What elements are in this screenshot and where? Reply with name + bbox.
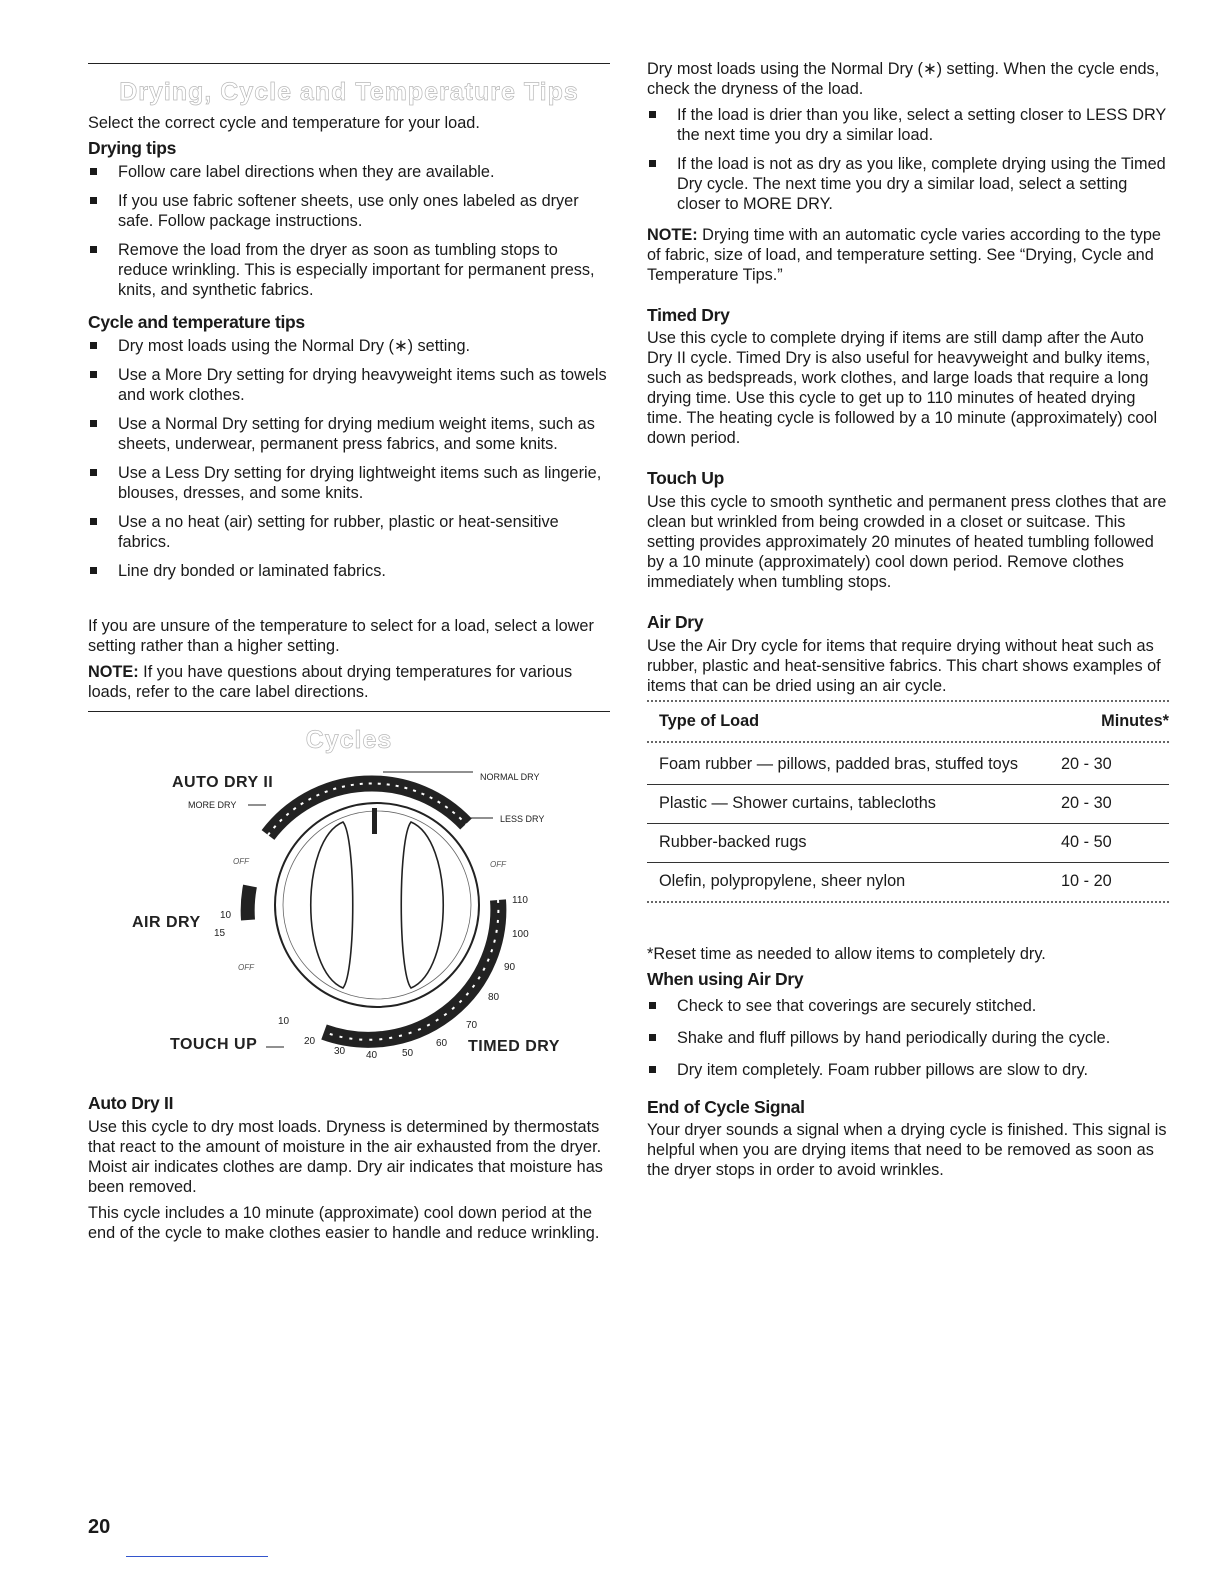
air-dry-table-wrap	[647, 700, 1169, 906]
list-item: Shake and fluff pillows by hand periodically during the cycle.	[647, 1028, 1169, 1048]
label-air-10: 10	[220, 910, 232, 921]
air-dry-footnote: *Reset time as needed to allow items to completely dry.	[647, 945, 1046, 963]
page-number: 20	[88, 1516, 111, 1538]
right-list	[647, 105, 1169, 223]
auto-dry-p1: Use this cycle to dry most loads. Dryness is determined by thermostats that react to the amount of moisture in the air exhausted from the dryer. Moist air indicates clothes are damp. Dry air indicates that moisture has been removed.	[88, 1118, 603, 1196]
table-cell-minutes: 20 - 30	[1061, 746, 1169, 785]
list-item: Use a Less Dry setting for drying lightweight items such as lingerie, blouses, dresses, and some knits.	[88, 463, 610, 503]
unsure-paragraph: If you are unsure of the temperature to select for a load, select a lower setting rather than a higher setting.	[88, 617, 594, 655]
right-intro: Dry most loads using the Normal Dry (∗) setting. When the cycle ends, check the dryness of the load.	[647, 60, 1160, 98]
table-cell-load: Olefin, polypropylene, sheer nylon	[659, 872, 906, 890]
table-cell-load: Foam rubber — pillows, padded bras, stuffed toys	[647, 746, 1061, 785]
label-more-dry: MORE DRY	[188, 800, 237, 810]
list-item: Use a More Dry setting for drying heavyweight items such as towels and work clothes.	[88, 365, 610, 405]
timed-dry-text: Use this cycle to complete drying if items are still damp after the Auto Dry II cycle. Timed Dry is also useful for heavyweight and bulky items, such as bedspreads, work clothes, and large loads that require a long drying time. Use this cycle to get up to 110 minutes of heated drying time. The heating cycle is followed by a 10 minute (approximately) cool down period.	[647, 329, 1158, 447]
air-dry-text: Use the Air Dry cycle for items that require drying without heat such as rubber, plastic and heat-sensitive fabrics. This chart shows examples of items that can be dried using an air cycle.	[647, 637, 1161, 695]
label-normal-dry: NORMAL DRY	[480, 772, 540, 782]
list-item: Dry item completely. Foam rubber pillows are slow to dry.	[647, 1060, 1169, 1080]
table-cell-minutes: 20 - 30	[1061, 785, 1169, 824]
label-30: 30	[334, 1046, 346, 1057]
section-title-cycles: Cycles	[305, 726, 393, 754]
end-signal-text: Your dryer sounds a signal when a drying cycle is finished. This signal is helpful when you are drying items that need to be removed as soon as the dryer stops in order to avoid wrinkles.	[647, 1121, 1167, 1179]
section-title-tips: Drying, Cycle and Temperature Tips	[119, 78, 579, 106]
list-item: Use a Normal Dry setting for drying medium weight items, such as sheets, underwear, permanent press fabrics, and some knits.	[88, 414, 610, 454]
label-less-dry: LESS DRY	[500, 814, 545, 824]
when-air-dry-list	[647, 996, 1169, 1089]
list-item: If you use fabric softener sheets, use only ones labeled as dryer safe. Follow package instructions.	[88, 191, 610, 231]
when-air-dry-heading: When using Air Dry	[647, 969, 804, 989]
list-item: Follow care label directions when they are available.	[88, 162, 610, 182]
table-header-minutes: Minutes*	[1101, 712, 1169, 730]
auto-dry-heading: Auto Dry II	[88, 1093, 174, 1113]
note-paragraph	[88, 662, 610, 702]
note-text: Drying time with an automatic cycle varies according to the type of fabric, size of load, and temperature setting. See “Drying, Cycle and Temperature Tips.”	[647, 226, 1161, 284]
note-label: NOTE:	[647, 226, 698, 244]
label-50: 50	[402, 1048, 414, 1059]
label-110: 110	[512, 895, 528, 906]
table-bottom-rule	[647, 901, 1169, 906]
label-40: 40	[366, 1050, 378, 1061]
label-air-dry: AIR DRY	[132, 914, 201, 931]
dial-graphic	[88, 760, 610, 1110]
label-off-1: OFF	[233, 857, 249, 866]
label-20: 20	[304, 1036, 316, 1047]
list-item: If the load is not as dry as you like, complete drying using the Timed Dry cycle. The next time you dry a similar load, select a setting closer to MORE DRY.	[647, 154, 1169, 214]
label-60: 60	[436, 1038, 448, 1049]
list-item: Use a no heat (air) setting for rubber, plastic or heat-sensitive fabrics.	[88, 512, 610, 552]
label-auto-dry: AUTO DRY II	[172, 774, 274, 791]
section-rule-cycles	[88, 711, 610, 712]
footer-rule	[126, 1556, 268, 1557]
auto-dry-p2: This cycle includes a 10 minute (approximate) cool down period at the end of the cycle to make clothes easier to handle and reduce wrinkling.	[88, 1204, 600, 1242]
list-item: If the load is drier than you like, select a setting closer to LESS DRY the next time you dry a similar load.	[647, 105, 1169, 145]
table-cell-load: Rubber-backed rugs	[647, 824, 1061, 863]
table-cell-load: Plastic — Shower curtains, tablecloths	[647, 785, 1061, 824]
label-90: 90	[504, 962, 516, 973]
label-100: 100	[512, 929, 529, 940]
label-touch-up: TOUCH UP	[170, 1036, 258, 1053]
table-header-load: Type of Load	[659, 712, 760, 730]
drying-tips-list	[88, 162, 610, 309]
air-dry-table	[647, 705, 1169, 901]
air-dry-heading: Air Dry	[647, 612, 704, 632]
note-text: If you have questions about drying temperatures for various loads, refer to the care label directions.	[88, 663, 573, 701]
label-off-2: OFF	[490, 860, 506, 869]
intro-text: Select the correct cycle and temperature for your load.	[88, 114, 480, 132]
note-label: NOTE:	[88, 663, 139, 681]
label-air-15: 15	[214, 928, 226, 939]
table-cell-minutes: 10 - 20	[1061, 872, 1112, 890]
label-timed-dry: TIMED DRY	[468, 1038, 560, 1055]
label-80: 80	[488, 992, 500, 1003]
drying-tips-heading: Drying tips	[88, 138, 177, 158]
list-item: Check to see that coverings are securely stitched.	[647, 996, 1169, 1016]
touch-up-text: Use this cycle to smooth synthetic and permanent press clothes that are clean but wrinkled from being crowded in a closet or suitcase. This setting provides approximately 20 minutes of heated tumbling followed by a 10 minute (approximately) cool down period. Remove clothes immediately when tumbling stops.	[647, 493, 1167, 591]
cycle-tips-heading: Cycle and temperature tips	[88, 312, 305, 332]
table-row	[647, 824, 1169, 863]
right-note	[647, 225, 1169, 285]
table-row	[647, 863, 1169, 902]
label-70: 70	[466, 1020, 478, 1031]
end-signal-heading: End of Cycle Signal	[647, 1097, 805, 1117]
label-touch-10: 10	[278, 1016, 290, 1027]
table-row	[647, 746, 1169, 785]
top-rule-left	[88, 63, 610, 64]
cycle-dial-figure	[88, 760, 610, 1110]
list-item: Dry most loads using the Normal Dry (∗) setting.	[88, 336, 610, 356]
touch-up-heading: Touch Up	[647, 468, 724, 488]
timed-dry-heading: Timed Dry	[647, 305, 730, 325]
list-item: Line dry bonded or laminated fabrics.	[88, 561, 610, 581]
table-row	[647, 785, 1169, 824]
list-item: Remove the load from the dryer as soon as tumbling stops to reduce wrinkling. This is especially important for permanent press, knits, and synthetic fabrics.	[88, 240, 610, 300]
label-off-3: OFF	[238, 963, 254, 972]
table-cell-minutes: 40 - 50	[1061, 824, 1169, 863]
cycle-tips-list	[88, 336, 610, 590]
